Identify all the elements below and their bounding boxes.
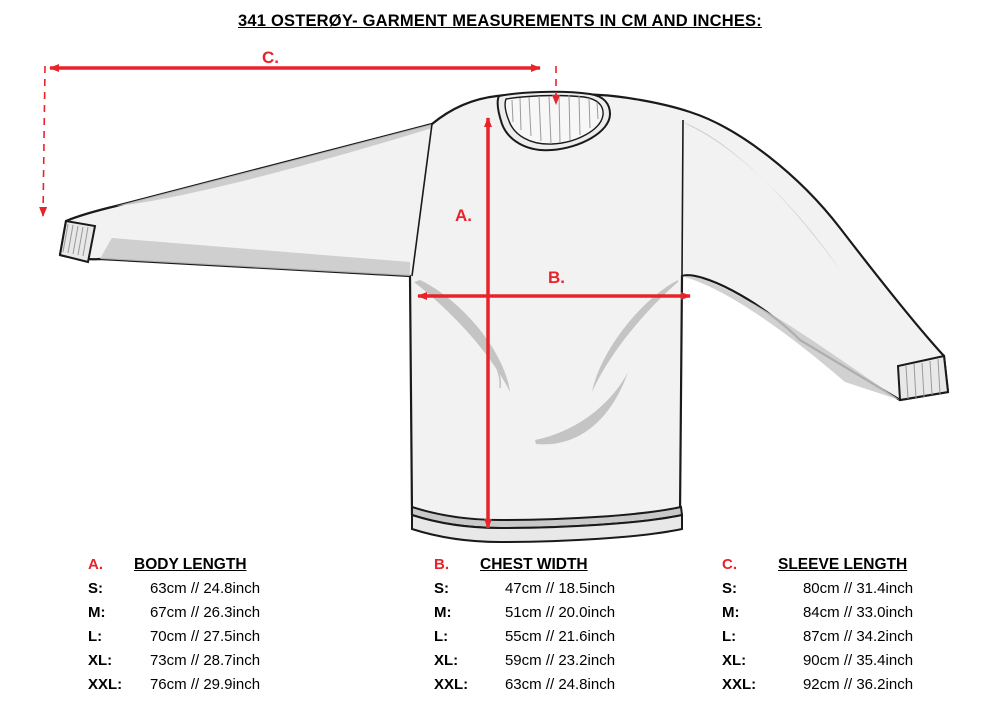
size-label: L: — [722, 628, 737, 645]
table-row — [722, 604, 938, 628]
table-b-title: CHEST WIDTH — [480, 556, 588, 573]
size-value: 76cm // 29.9inch — [149, 676, 261, 693]
size-value: 55cm // 21.6inch — [504, 628, 616, 645]
size-label: M: — [434, 604, 452, 621]
table-row — [88, 580, 276, 604]
size-value: 63cm // 24.8inch — [504, 676, 616, 693]
garment-outline — [60, 92, 948, 542]
table-c-letter: C. — [722, 556, 737, 573]
size-label: S: — [88, 580, 103, 597]
size-label: M: — [88, 604, 106, 621]
size-label: L: — [434, 628, 449, 645]
measurement-table-chest-width — [434, 556, 640, 700]
table-row — [434, 628, 640, 652]
measurement-tables — [0, 556, 1000, 706]
table-b-header — [434, 556, 640, 574]
size-value: 80cm // 31.4inch — [802, 580, 914, 597]
table-b-letter: B. — [434, 556, 449, 573]
size-value: 67cm // 26.3inch — [149, 604, 261, 621]
size-value: 90cm // 35.4inch — [802, 652, 914, 669]
table-row — [434, 604, 640, 628]
size-value: 63cm // 24.8inch — [149, 580, 261, 597]
table-a-header — [88, 556, 276, 574]
table-row — [434, 580, 640, 604]
size-label: XL: — [434, 652, 459, 669]
size-value: 92cm // 36.2inch — [802, 676, 914, 693]
left-cuff — [60, 221, 95, 262]
page-title: 341 OSTERØY- GARMENT MEASUREMENTS IN CM AND INCHES: — [238, 12, 762, 30]
size-label: XXL: — [722, 676, 757, 693]
leader-c-left — [43, 66, 45, 216]
table-row — [722, 580, 938, 604]
dimension-label-b: B. — [548, 268, 565, 287]
table-a-title: BODY LENGTH — [134, 556, 247, 573]
table-row — [722, 676, 938, 700]
table-c-header — [722, 556, 938, 574]
size-value: 51cm // 20.0inch — [504, 604, 616, 621]
size-value: 70cm // 27.5inch — [149, 628, 261, 645]
size-label: XXL: — [88, 676, 123, 693]
table-row — [722, 652, 938, 676]
table-row — [434, 676, 640, 700]
size-label: L: — [88, 628, 103, 645]
table-row — [434, 652, 640, 676]
size-value: 47cm // 18.5inch — [504, 580, 616, 597]
size-label: XL: — [722, 652, 747, 669]
size-value: 59cm // 23.2inch — [504, 652, 616, 669]
dimension-label-c: C. — [262, 48, 279, 67]
size-label: XXL: — [434, 676, 469, 693]
table-c-title: SLEEVE LENGTH — [778, 556, 908, 573]
measurement-table-body-length — [88, 556, 276, 700]
size-value: 73cm // 28.7inch — [149, 652, 261, 669]
table-row — [722, 628, 938, 652]
table-row — [88, 604, 276, 628]
size-value: 87cm // 34.2inch — [802, 628, 914, 645]
measurement-table-sleeve-length — [722, 556, 938, 700]
size-label: S: — [434, 580, 449, 597]
size-value: 84cm // 33.0inch — [802, 604, 914, 621]
table-row — [88, 652, 276, 676]
size-label: XL: — [88, 652, 113, 669]
dimension-label-a: A. — [455, 206, 472, 225]
table-row — [88, 676, 276, 700]
table-a-letter: A. — [88, 556, 103, 573]
size-label: S: — [722, 580, 737, 597]
size-label: M: — [722, 604, 740, 621]
table-row — [88, 628, 276, 652]
